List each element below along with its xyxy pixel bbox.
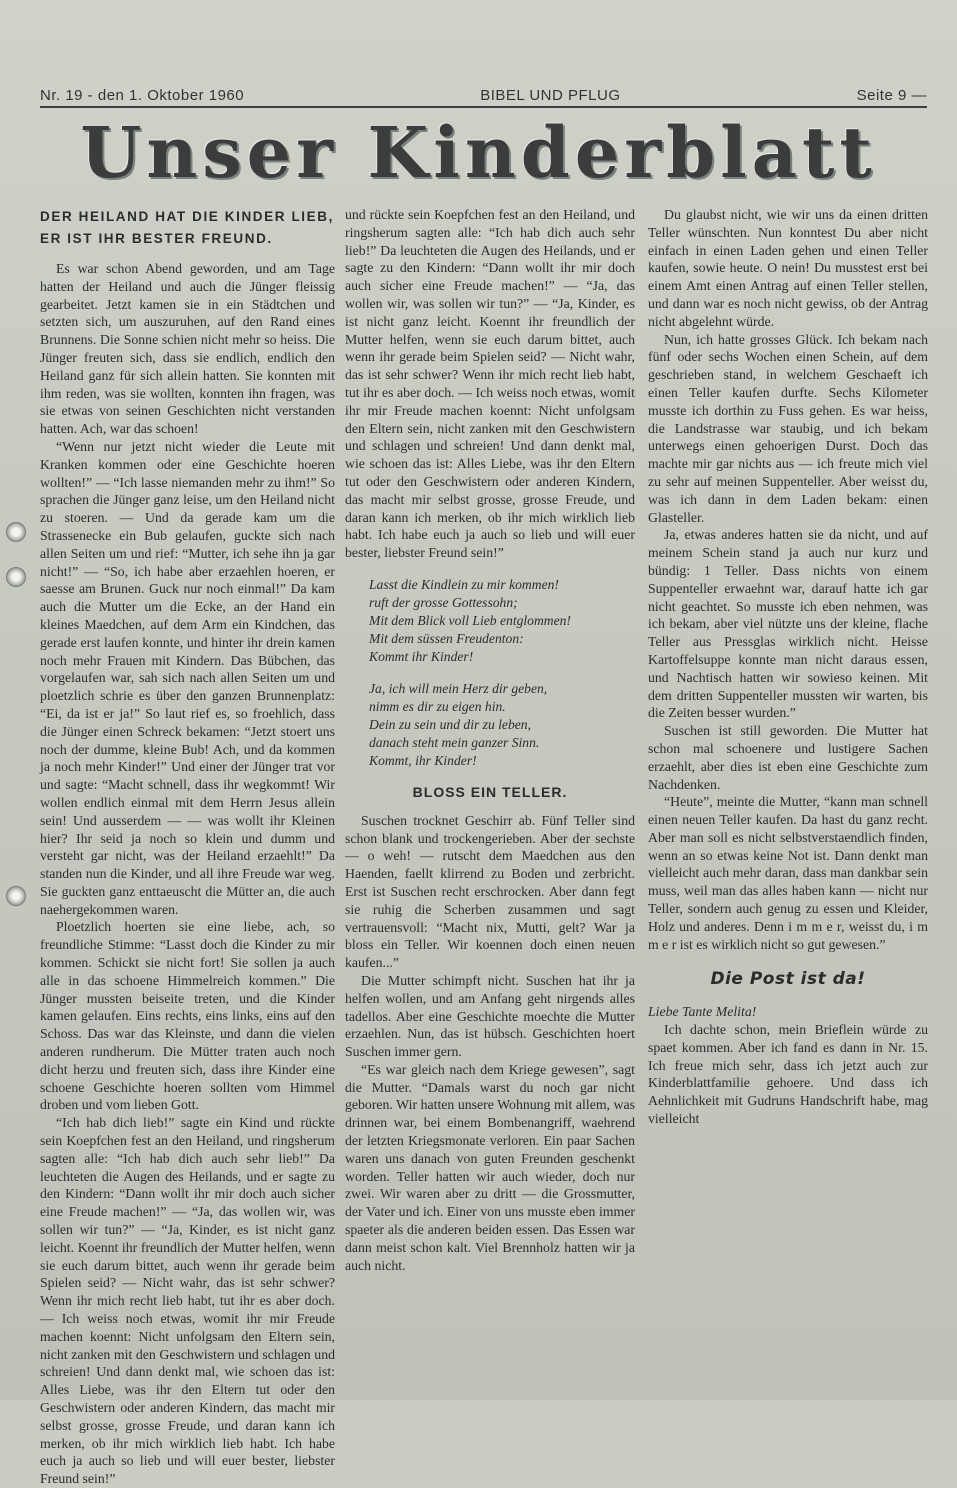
poem-line: Kommt ihr Kinder! [369, 648, 474, 664]
column-3 [648, 206, 928, 1382]
paragraph: Ich dachte schon, mein Brieflein würde zu spaet kommen. Aber ich fand es dann in Nr. 15. Ich freue mich sehr, dass ich jetzt auch zur Kinderblattfamilie gehoere. Und dass ich Aehnlichkeit mit Gudruns Handschrift habe, mag vielleicht [648, 1022, 928, 1127]
poem [369, 576, 635, 770]
paragraph: Die Mutter schimpft nicht. Suschen hat ihr ja helfen wollen, und am Anfang geht nirgends alles tadellos. Aber eine Geschichte moechte die Mutter erzaehlen. Nun, das ist hübsch. Geschichten hoert Suschen immer gern. [345, 972, 635, 1060]
paragraph: Ja, etwas anderes hatten sie da nicht, und auf meinem Schein stand ja auch nur kurz und bündig: 1 Teller. Dass nichts von einem Suppenteller erwaehnt war, darauf hatte ich gar nicht geachtet. So musste ich eben nehmen, was ich bekam, aber viel nützte uns der kleine, flache Teller aus Pressglas wirklich nicht. Heisse Kartoffelsuppe konnte man nicht daraus essen, und Nachtisch hatten wir sowieso keinen. Mit dem dritten Suppenteller mussten wir warten, bis die Zeiten besser wurden.” [648, 527, 928, 721]
page-header [40, 78, 927, 104]
punch-hole [6, 522, 26, 542]
paragraph: “Ich hab dich lieb!” sagte ein Kind und rückte sein Koepfchen fest an den Heiland, und ringsherum sagten alle: “Ich hab dich auch sehr lieb!” Da leuchteten die Augen des Heilands, und er sagte zu den Kindern: “Dann wollt ihr mir doch auch sicher eine Freude machen!” — “Ja, das wollen wir, was sollen wir tun?” — “Ja, Kinder, es ist nicht ganz leicht. Koennt ihr freundlich der Mutter helfen, wenn sie euch darum bittet, auch wenn ihr gerade beim Spielen seid? — Nicht wahr, das ist sehr schwer? Wenn ihr mich recht lieb habt, tut ihr es aber doch. — Ich weiss noch etwas, womit ihr mir Freude machen koennt: Nicht unfolgsam den Eltern sein, nicht zanken mit den Geschwistern und schlagen und schreien! Und dann denkt mal, wie schoen das ist: Alles Liebe, was ihr den Eltern tut oder den Geschwistern oder anderen Kindern, das macht mir selbst grosse, grosse Freude, und daran kann ich merken, ob ihr mich wirklich lieb habt. Ich habe euch ja auch so lieb und will euer bester, liebster Freund sein!” [40, 1115, 335, 1487]
poem-line: Mit dem süssen Freudenton: [369, 630, 524, 646]
punch-hole [6, 886, 26, 906]
paragraph: “Wenn nur jetzt nicht wieder die Leute mit Kranken kommen oder eine Geschichte hoeren wollten!” — “Ich lasse niemanden mehr zu ihm!” So sprachen die Jünger ganz leise, um den Heiland nicht zu stoeren. — Und da gerade kam um die Strassenecke ein Bub gelaufen, guckte sich nach allen Seiten um und rief: “Mutter, ich sehe ihn ja gar nicht!” — “So, ich habe aber erzaehlen hoeren, er saesse am Brunen. Guck nur noch einmal!” Da kam auch die Mutter um die Ecke, an der Hand ein kleines Maedchen, auf dem Arm ein Kindchen, das gerade erst laufen konnte, und hinter ihr drein kamen noch mehr Frauen mit Kindern. Das Bübchen, das vorgelaufen war, sah sich nach allen Seiten um und ploetzlich schrie es über den ganzen Brunnenplatz: “Ei, da ist er ja!” So laut rief es, so froehlich, dass die Jünger einen Schreck bekamen: “Jetzt stoert uns noch der dumme, kleine Bub! Ach, und da kommen ja noch mehr Kinder!” Und einer der Jünger trat vor und sagte: “Macht schnell, dass ihr wegkommt! Wir wollen endlich einmal mit dem Herrn Jesus allein sein! Und ausserdem — — was wollt ihr Kleinen hier? Ihr seid ja noch so klein und dumm und versteht gar nicht, was der Heiland erzaehlt!” Da standen nun die Kinder, und all ihre Freude war weg. Sie guckten ganz enttaeuscht die Mütter an, die auch naehergekommen waren. [40, 438, 335, 917]
letter-salutation: Liebe Tante Melita! [648, 1004, 757, 1020]
header-rule [40, 106, 927, 108]
paragraph: Du glaubst nicht, wie wir uns da einen dritten Teller wünschten. Nun konntest Du aber nicht einfach in einen Laden gehen und einen Teller kaufen, sowie heute. O nein! Du musstest erst bei einem Amt einen Antrag auf einen Teller stellen, und dann war es noch nicht gewiss, ob der Antrag nicht abgelehnt würde. [648, 207, 928, 329]
paragraph: Nun, ich hatte grosses Glück. Ich bekam nach fünf oder sechs Wochen einen Schein, auf dem geschrieben stand, in welchem Geschaeft ich einen Teller kaufen durfte. Sechs Kilometer musste ich dorthin zu Fuss gehen. Es war heiss, die Landstrasse war staubig, und ich bekam unterwegs einen gehoerigen Durst. Doch das machte mir gar nichts aus — ich freute mich viel zu sehr auf meinen Suppenteller. Aber weisst du, was ich dann in dem Laden bekam: einen Glasteller. [648, 331, 928, 525]
paragraph: Ploetzlich hoerten sie eine liebe, ach, so freundliche Stimme: “Lasst doch die Kinder zu mir kommen. Schickt sie nicht fort! Sie sollen ja auch alle in das schoene Himmelreich kommen.” Die Jünger mussten beiseite treten, und die Kinder kamen gelaufen. Eins rechts, eins links, eins auf den Schoss. Das war das Kleinste, und dann die vielen anderen rundherum. Die Mütter traten auch noch dicht herzu und freuten sich, dass ihre Kinder eine schoene Geschichte hoeren sollten vom Himmel droben und vom lieben Gott. [40, 919, 335, 1113]
paragraph: Es war schon Abend geworden, und am Tage hatten der Heiland und auch die Jünger fleissig gearbeitet. Jetzt kamen sie in ein Städtchen und setzten sich, um auszuruhen, auf den Rand eines Brunnens. Die Sonne schien nicht mehr so heiss. Die Jünger freuten sich, dass sie endlich, endlich den Heiland ganz für sich allein hatten. Sie konnten mit ihm reden, was sie wollten, konnten ihn fragen, was sie etwas von seinen Geschichten nicht verstanden hatten. Ach, war das schoen! [40, 261, 335, 437]
issue-date: Nr. 19 - den 1. Oktober 1960 [40, 87, 245, 104]
post-heading: Die Post ist da! [710, 969, 866, 990]
paragraph: Suschen trocknet Geschirr ab. Fünf Teller sind schon blank und trockengerieben. Aber der sechste — o weh! — rutscht dem Maedchen aus den Haenden, faellt klirrend zu Boden und zerbricht. Erst ist Suschen recht erschrocken. Aber dann fegt sie ruhig die Scherben zusammen und sagt vertrauensvoll: “Macht nix, Mutti, gelt? War ja bloss ein Teller. Wir koennen doch einen neuen kaufen...” [345, 812, 635, 971]
column-1 [40, 206, 335, 1487]
poem-line: Ja, ich will mein Herz dir geben, [369, 680, 548, 696]
story-heading: DER HEILAND HAT DIE KINDER LIEB, ER IST IHR BESTER FREUND. [40, 209, 334, 246]
paragraph: “Heute”, meinte die Mutter, “kann man schnell einen neuen Teller kaufen. Da hast du ganz recht. Aber man soll es nicht selbstverstaendlich finden, wenn an so etwas keine Not ist. Dann denkt man vielleicht auch mehr daran, dass man dankbar sein muss, weil man das alles haben kann — nicht nur Teller, sondern auch genug zu essen und Kleider, Holz und anderes. Denn i m m e r, weisst du, i m m e r ist es wirklich nicht so gut gewesen.” [648, 794, 928, 952]
story-heading: BLOSS EIN TELLER. [412, 783, 568, 800]
paragraph: “Es war gleich nach dem Kriege gewesen”, sagt die Mutter. “Damals warst du noch gar nicht geboren. Wir hatten unsere Wohnung mit allem, was drinnen war, bei einem Bombenangriff, waehrend der letzten Kriegsmonate verloren. Ein paar Sachen waren uns danach von guten Freunden geschenkt worden. Teller hatten wir auch wieder, doch nur zwei. Wir waren aber zu dritt — die Grossmutter, der Vater und ich. Einer von uns musste eben immer spaeter als die anderen beiden essen. Das Essen war dann meist schon kalt. Viel Brennholz hatten wir ja auch nicht. [345, 1061, 635, 1273]
poem-line: Mit dem Blick voll Lieb entglommen! [369, 612, 571, 628]
column-2 [345, 206, 635, 1382]
poem-stanza [369, 680, 635, 770]
poem-line: Dein zu sein und dir zu leben, [369, 716, 531, 732]
page-number: Seite 9 — [856, 87, 927, 104]
poem-line: nimm es dir zu eigen hin. [369, 698, 506, 714]
poem-line: Kommt, ihr Kinder! [369, 752, 477, 768]
paragraph: Suschen ist still geworden. Die Mutter hat schon mal schoenere und lustigere Sachen erzaehlt, aber dies ist eben eine Geschichte zum Nachdenken. [648, 723, 928, 792]
page-title: Unser Kinderblatt [80, 111, 877, 194]
paragraph: und rückte sein Koepfchen fest an den Heiland, und ringsherum sagten alle: “Ich hab dich auch sehr lieb!” Da leuchteten die Augen des Heilands, und er sagte zu den Kindern: “Dann wollt ihr mir doch auch sicher eine Freude machen!” — “Ja, das wollen wir, was sollen wir tun?” — “Ja, Kinder, es ist nicht ganz leicht. Koennt ihr freundlich der Mutter helfen, wenn sie euch darum bittet, auch wenn ihr gerade beim Spielen seid? — Nicht wahr, das ist sehr schwer? Wenn ihr mich recht lieb habt, tut ihr es aber doch. — Ich weiss noch etwas, womit ihr mir Freude machen koennt: Nicht unfolgsam den Eltern sein, nicht zanken mit den Geschwistern und schlagen und schreien! Und dann denkt mal, wie schoen das ist: Alles Liebe, was ihr den Eltern tut oder den Geschwistern oder anderen Kindern, das macht mir selbst grosse, grosse Freude, und daran kann ich merken, ob ihr mich wirklich lieb habt. Ich habe euch ja auch so lieb und will euer bester, liebster Freund sein!” [345, 207, 635, 561]
poem-line: danach steht mein ganzer Sinn. [369, 734, 540, 750]
poem-stanza [369, 576, 635, 666]
punch-hole [6, 567, 26, 587]
poem-line: ruft der grosse Gottessohn; [369, 594, 518, 610]
publication-name: BIBEL UND PFLUG [480, 87, 621, 104]
poem-line: Lasst die Kindlein zu mir kommen! [369, 576, 559, 592]
